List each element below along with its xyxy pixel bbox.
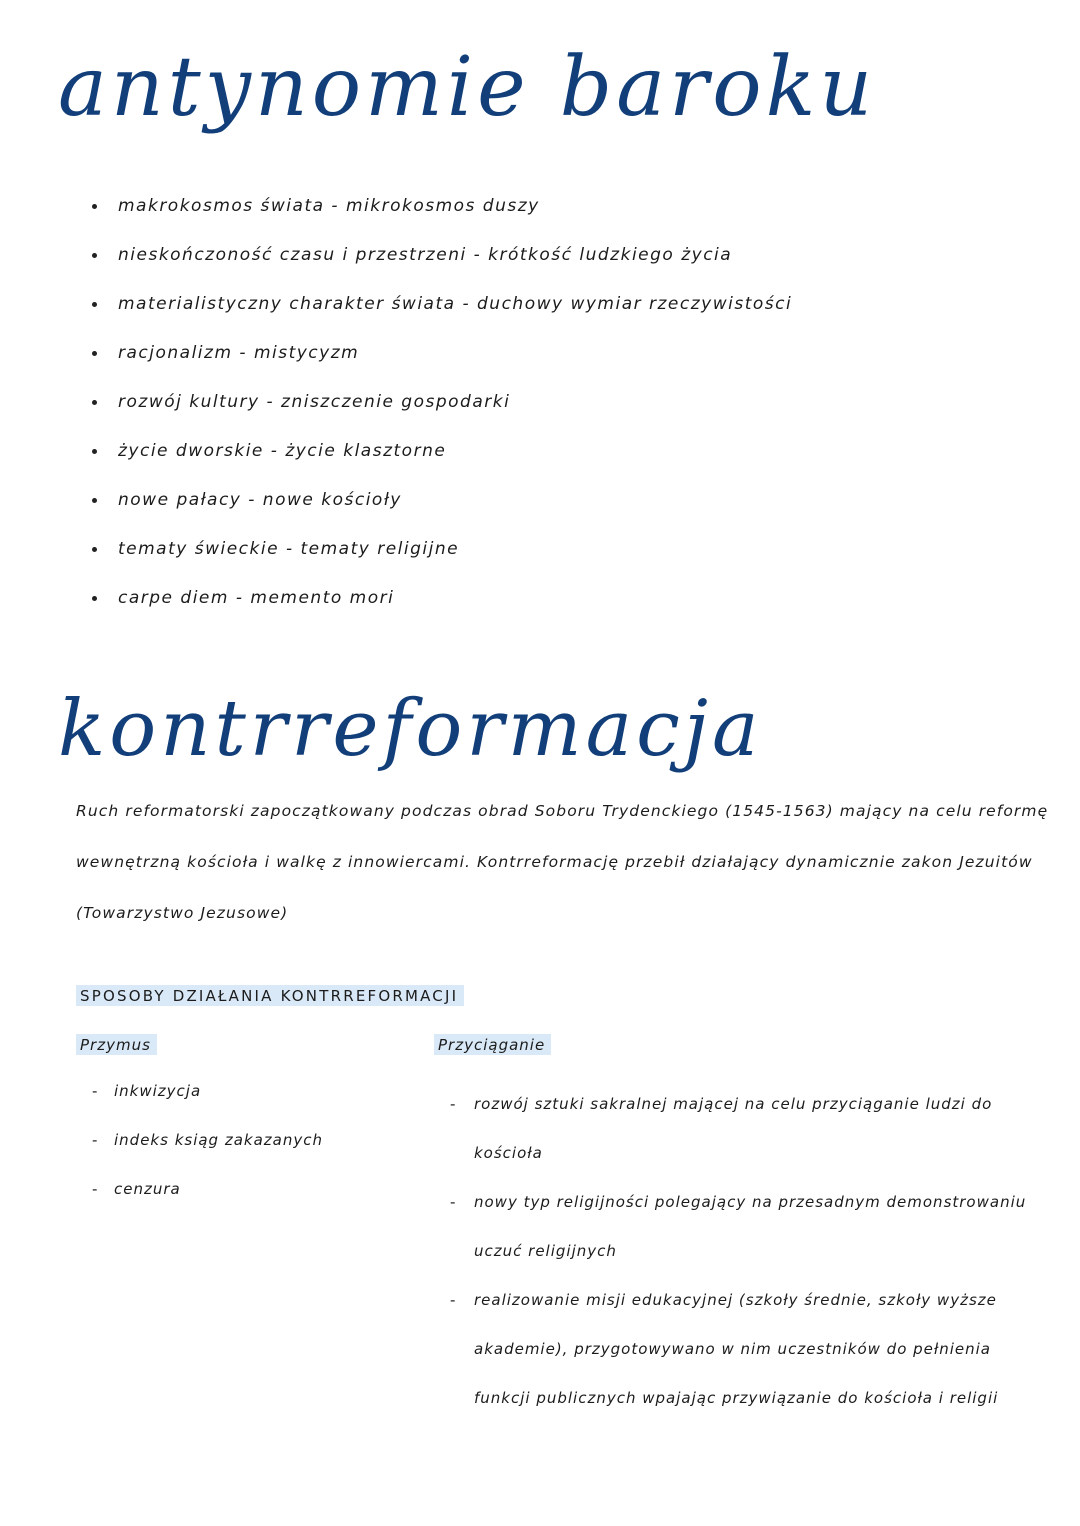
coercion-list <box>92 1082 323 1229</box>
list-item: - realizowanie misji edukacyjnej (szkoły średnie, szkoły wyższe akademie), przygotowywano w nim uczestników do pełnienia funkcji publicznych wpajając przywiązanie do kościoła i religii <box>450 1276 1050 1423</box>
definition-paragraph: Ruch reformatorski zapoczątkowany podczas obrad Soboru Trydenckiego (1545-1563) mający na celu reformę wewnętrzną kościoła i walkę z innowiercami. Kontrreformację przebił działający dynamicznie zakon Jezuitów (Towarzystwo Jezusowe) <box>76 802 1049 922</box>
attraction-list <box>450 1080 1050 1423</box>
list-item: materialistyczny charakter świata - duchowy wymiar rzeczywistości <box>92 294 792 343</box>
list-item: - rozwój sztuki sakralnej mającej na celu przyciąganie ludzi do kościoła <box>450 1080 1050 1178</box>
list-item: życie dworskie - życie klasztorne <box>92 441 792 490</box>
list-item: tematy świeckie - tematy religijne <box>92 539 792 588</box>
antinomies-list <box>92 196 792 637</box>
methods-heading: SPOSOBY DZIAŁANIA KONTRREFORMACJI <box>76 985 464 1006</box>
list-item: makrokosmos świata - mikrokosmos duszy <box>92 196 792 245</box>
page-title: antynomie baroku <box>58 40 877 135</box>
list-item: nieskończoność czasu i przestrzeni - krótkość ludzkiego życia <box>92 245 792 294</box>
coercion-heading: Przymus <box>76 1034 157 1055</box>
list-item: racjonalizm - mistycyzm <box>92 343 792 392</box>
list-item: rozwój kultury - zniszczenie gospodarki <box>92 392 792 441</box>
list-item: carpe diem - memento mori <box>92 588 792 637</box>
list-item: - cenzura <box>92 1180 323 1229</box>
list-item: - indeks ksiąg zakazanych <box>92 1131 323 1180</box>
list-item: - nowy typ religijności polegający na przesadnym demonstrowaniu uczuć religijnych <box>450 1178 1050 1276</box>
list-item: nowe pałacy - nowe kościoły <box>92 490 792 539</box>
attraction-heading: Przyciąganie <box>434 1034 551 1055</box>
section-title: kontrreformacja <box>58 684 763 774</box>
list-item: - inkwizycja <box>92 1082 323 1131</box>
